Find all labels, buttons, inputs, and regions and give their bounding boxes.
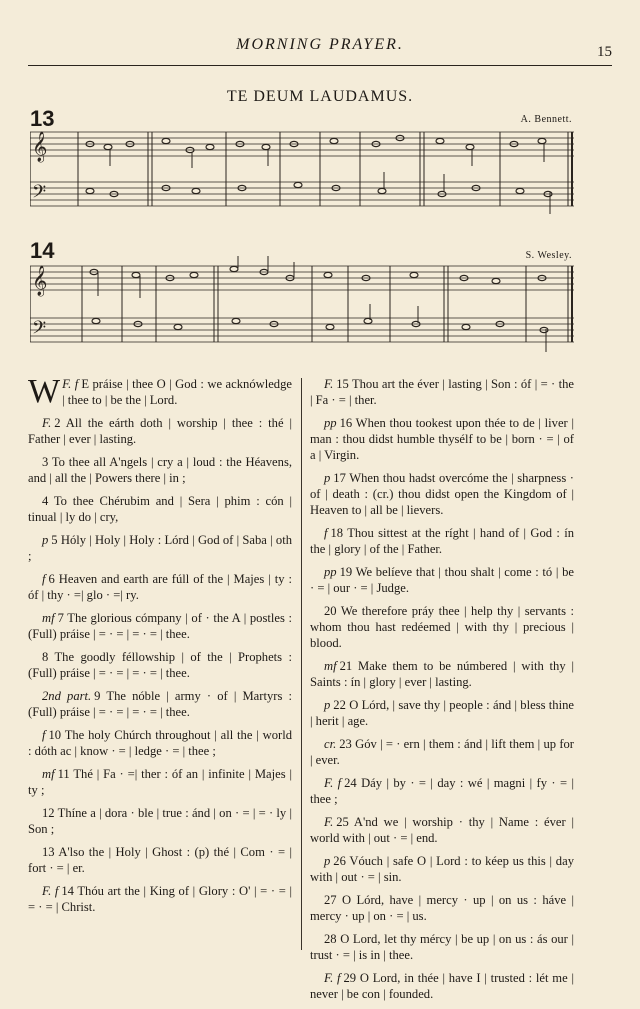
dynamic-mark: pp <box>324 416 337 430</box>
verse <box>310 376 574 408</box>
dynamic-mark: F. f <box>324 971 341 985</box>
verse <box>310 775 574 807</box>
dynamic-mark: 2nd part. <box>42 689 92 703</box>
verse-text: 25 A'nd we | worship · thy | Name : éver | world with | out · = | end. <box>310 815 574 845</box>
verse-text: 10 The holy Chúrch throughout | all the | world : dóth ac | know · = | ledge · = | thee ; <box>28 728 292 758</box>
verse-text: 7 The glorious cómpany | of · the A | postles : (Full) práise | = · = | = · = | thee. <box>28 611 292 641</box>
verse-text: 13 A'lso the | Holy | Ghost : (p) thé | Com · = | fort · = | er. <box>28 845 292 875</box>
verse <box>28 571 292 603</box>
header-rule <box>28 65 612 66</box>
dynamic-mark: pp <box>324 565 337 579</box>
dynamic-mark: F. <box>324 815 334 829</box>
dynamic-mark: F. f <box>42 884 59 898</box>
verse-text: 16 When thou tookest upon thée to de | liver | man : thou didst humble thysélf to be | born · = | of a | Virgin. <box>310 416 574 462</box>
dynamic-mark: p <box>324 698 331 712</box>
right-column <box>310 376 574 1009</box>
verse <box>310 736 574 768</box>
treble-clef-icon: 𝄞 <box>32 132 48 162</box>
verse-text: 24 Dáy | by · = | day : wé | magni | fy · = | thee ; <box>310 776 574 806</box>
verse-text: 26 Vóuch | safe O | Lord : to kéep us this | day with | out · = | sin. <box>310 854 574 884</box>
left-column <box>28 373 292 922</box>
verse-text: 3 To thee all A'ngels | cry a | loud : the Héavens, and | all the | Powers there | in ; <box>28 455 292 485</box>
verse-text: 17 When thou hadst overcóme the | sharpness · of | death : (cr.) thou didst open the Kingdom of | Heaven to | all be | lievers. <box>310 471 574 517</box>
dynamic-mark: mf <box>324 659 337 673</box>
verse <box>28 610 292 642</box>
dynamic-mark: F. f <box>62 377 79 391</box>
verse <box>28 454 292 486</box>
composer-14: S. Wesley. <box>525 250 572 261</box>
dynamic-mark: p <box>324 854 331 868</box>
verse-text: 21 Make them to be númbered | with thy | Saints : ín | glory | ever | lasting. <box>310 659 574 689</box>
verse-text: 5 Hóly | Holy | Holy : Lórd | God of | Saba | oth ; <box>28 533 292 563</box>
verse <box>310 853 574 885</box>
dynamic-mark: f <box>42 572 46 586</box>
verse <box>310 892 574 924</box>
verse <box>28 727 292 759</box>
verse <box>310 564 574 596</box>
verse-text: 22 O Lórd, | save thy | people : ánd | bless thine | herit | age. <box>310 698 574 728</box>
verse-text: 6 Heaven and earth are fúll of the | Majes | ty : óf | thy · =| glo · =| ry. <box>28 572 292 602</box>
verse <box>310 697 574 729</box>
verse-text: 14 Thóu art the | King of | Glory : O' | = · = | = · = | Christ. <box>28 884 292 914</box>
treble-staff <box>30 132 574 156</box>
dynamic-mark: F. <box>42 416 52 430</box>
verse <box>310 603 574 651</box>
hymn-title: TE DEUM LAUDAMUS. <box>226 88 414 105</box>
verse <box>310 931 574 963</box>
verse <box>310 525 574 557</box>
dynamic-mark: cr. <box>324 737 337 751</box>
verse <box>28 373 292 410</box>
verse <box>28 649 292 681</box>
verse <box>310 970 574 1002</box>
verse <box>310 415 574 463</box>
note-stems <box>110 143 550 214</box>
bar-lines <box>78 132 572 206</box>
note-heads <box>86 135 552 196</box>
verse <box>28 766 292 798</box>
verse <box>28 844 292 876</box>
verse-text: 27 O Lórd, have | mercy · up | on us : háve | mercy · up | on · = | us. <box>310 893 574 923</box>
dynamic-mark: p <box>42 533 49 547</box>
drop-cap: W <box>28 373 61 410</box>
bass-clef-icon: 𝄢 <box>32 318 47 343</box>
verse-text: 11 Thé | Fa · =| ther : óf an | infinite | Majes | ty ; <box>28 767 292 797</box>
dynamic-mark: mf <box>42 611 55 625</box>
treble-clef-icon: 𝄞 <box>32 266 48 296</box>
dynamic-mark: f <box>42 728 46 742</box>
verse <box>310 814 574 846</box>
dynamic-mark: f <box>324 526 328 540</box>
verse <box>28 493 292 525</box>
running-head <box>28 30 612 66</box>
chant-number-14: 14 <box>30 238 55 263</box>
music-system-13 <box>30 122 574 222</box>
running-title: MORNING PRAYER. <box>236 36 404 53</box>
dynamic-mark: p <box>324 471 331 485</box>
verse <box>28 688 292 720</box>
verse-text: 28 O Lord, let thy mércy | be up | on us : ás our | trust · = | is in | thee. <box>310 932 574 962</box>
verse-text: 20 We therefore práy thee | help thy | servants : whom thou hast redéemed | with thy | precious | blood. <box>310 604 574 650</box>
dynamic-mark: F. <box>324 377 334 391</box>
verse <box>28 532 292 564</box>
verse <box>310 658 574 690</box>
chant-number-13: 13 <box>30 106 55 131</box>
verse-text: 4 To thee Chérubim and | Sera | phim : cón | tinual | ly do | cry, <box>28 494 292 524</box>
verse-text: 23 Góv | = · ern | them : ánd | lift them | up for | ever. <box>310 737 574 767</box>
verse <box>28 415 292 447</box>
page-number: 15 <box>597 44 612 60</box>
verse-text: 8 The goodly féllowship | of the | Prophets : (Full) práise | = · = | = · = | thee. <box>28 650 292 680</box>
verse-text: 19 We belíeve that | thou shalt | come : tó | be · = | our · = | Judge. <box>310 565 574 595</box>
verse-text: 12 Thíne a | dora · ble | true : ánd | on · = | = · ly | Son ; <box>28 806 292 836</box>
verse-text: 2 All the eárth doth | worship | thee : thé | Father | ever | lasting. <box>28 416 292 446</box>
bass-clef-icon: 𝄢 <box>32 182 47 207</box>
verse <box>28 883 292 915</box>
verse-text: 9 The nóble | army · of | Martyrs : (Full) práise | = · = | = · = | thee. <box>28 689 292 719</box>
music-system-14 <box>30 256 574 356</box>
verse <box>28 805 292 837</box>
verse-text: E práise | thee O | God : we acknówledge | thee to | be the | Lord. <box>62 377 292 407</box>
column-divider <box>301 378 302 950</box>
text-columns <box>28 373 612 1001</box>
verse <box>310 470 574 518</box>
dynamic-mark: F. f <box>324 776 342 790</box>
verse-text: 18 Thou sittest at the ríght | hand of | God : ín the | glory | of the | Father. <box>310 526 574 556</box>
dynamic-mark: mf <box>42 767 55 781</box>
verse-text: 15 Thou art the éver | lasting | Son : óf | = · the | Fa · = | ther. <box>310 377 574 407</box>
composer-13: A. Bennett. <box>520 114 572 125</box>
verse-text: 29 O Lord, in thée | have I | trusted : lét me | never | be con | founded. <box>310 971 574 1001</box>
